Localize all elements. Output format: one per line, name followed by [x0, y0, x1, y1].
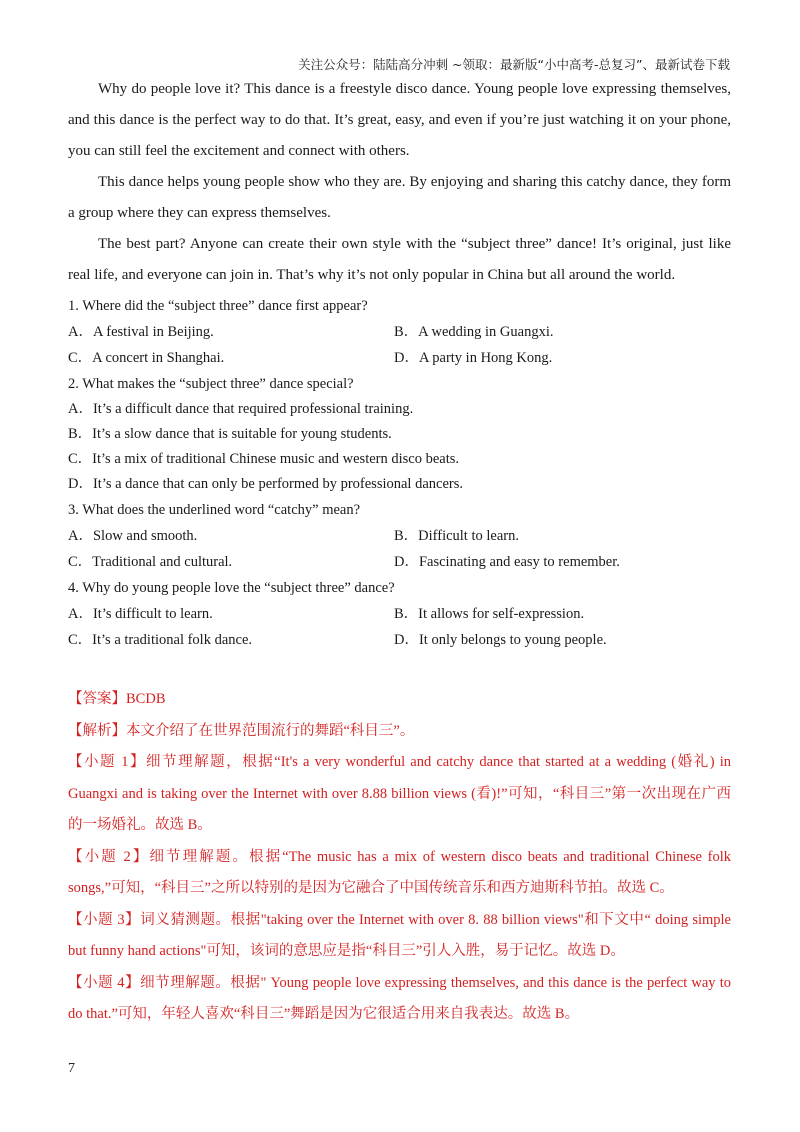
page-header: 关注公众号：陆陆高分冲刺 ~领取：最新版“小中高考-总复习”、最新试卷下载: [298, 57, 730, 72]
answer-item-1: 【小题 1】细节理解题，根据“It's a very wonderful and catchy dance that started at a wedding (婚礼) in Guangxi and is taking over the Internet with over 8.88 billion views (看)!”可知，“科目三”第一次出现在广西的一场婚礼。故选 B。: [68, 754, 731, 833]
question-3-stem: 3. What does the underlined word “catchy” mean?: [68, 502, 361, 518]
page-number: 7: [68, 1061, 75, 1076]
q4-option-a: A．It’s difficult to learn.: [68, 606, 213, 622]
q1-option-b: B．A wedding in Guangxi.: [394, 324, 554, 340]
answer-item-3: 【小题 3】词义猜测题。根据"taking over the Internet with over 8. 88 billion views"和下文中“ doing simple but funny hand actions"可知，该词的意思应是指“科目三”引人入胜，易于记忆。故选 D。: [68, 911, 731, 959]
answer-item-2: 【小题 2】细节理解题。根据“The music has a mix of western disco beats and traditional Chinese folk songs,”可知，“科目三”之所以特别的是因为它融合了中国传统音乐和西方迪斯科节拍。故选 C。: [68, 848, 731, 896]
question-4-options: [68, 601, 731, 653]
answer-item-4: 【小题 4】细节理解题。根据" Young people love expressing themselves, and this dance is the perfect way to do that.”可知，年轻人喜欢“科目三”舞蹈是因为它很适合用来自我表达。故选 B。: [68, 974, 731, 1022]
passage-paragraph-3: The best part? Anyone can create their own style with the “subject three” dance! It’s original, just like real life, and everyone can join in. That’s why it’s not only popular in China but all around the world.: [68, 236, 731, 283]
passage-paragraph-1: Why do people love it? This dance is a freestyle disco dance. Young people love expressing themselves, and this dance is the perfect way to do that. It’s great, easy, and even if you’re just watching it on your phone, you can still feel the excitement and connect with others.: [68, 81, 731, 159]
q1-option-c: C．A concert in Shanghai.: [68, 350, 225, 366]
answer-key: 【答案】BCDB: [68, 691, 166, 707]
q3-option-c: C．Traditional and cultural.: [68, 554, 233, 570]
answer-section: [68, 684, 731, 1031]
q2-option-d: D．It’s a dance that can only be performed by professional dancers.: [68, 476, 463, 492]
q3-option-b: B．Difficult to learn.: [394, 528, 519, 544]
q2-option-b: B．It’s a slow dance that is suitable for young students.: [68, 426, 392, 442]
q4-option-b: B．It allows for self-expression.: [394, 606, 585, 622]
q3-option-d: D．Fascinating and easy to remember.: [394, 554, 620, 570]
question-4-stem: 4. Why do young people love the “subject three” dance?: [68, 580, 395, 596]
q2-option-c: C．It’s a mix of traditional Chinese music and western disco beats.: [68, 451, 460, 467]
q2-option-a: A．It’s a difficult dance that required professional training.: [68, 401, 414, 417]
q4-option-d: D．It only belongs to young people.: [394, 632, 607, 648]
q4-option-c: C．It’s a traditional folk dance.: [68, 632, 253, 648]
passage-and-questions: [68, 74, 731, 653]
q1-option-d: D．A party in Hong Kong.: [394, 350, 553, 366]
passage-paragraph-2: This dance helps young people show who they are. By enjoying and sharing this catchy dance, they form a group where they can express themselves.: [68, 174, 731, 221]
q1-option-a: A．A festival in Beijing.: [68, 324, 214, 340]
question-2-stem: 2. What makes the “subject three” dance special?: [68, 376, 354, 392]
question-1-stem: 1. Where did the “subject three” dance first appear?: [68, 298, 368, 314]
question-1-options: [68, 319, 731, 371]
q3-option-a: A．Slow and smooth.: [68, 528, 198, 544]
question-3-options: [68, 523, 731, 575]
answer-analysis: 【解析】本文介绍了在世界范围流行的舞蹈“科目三”。: [68, 722, 415, 739]
